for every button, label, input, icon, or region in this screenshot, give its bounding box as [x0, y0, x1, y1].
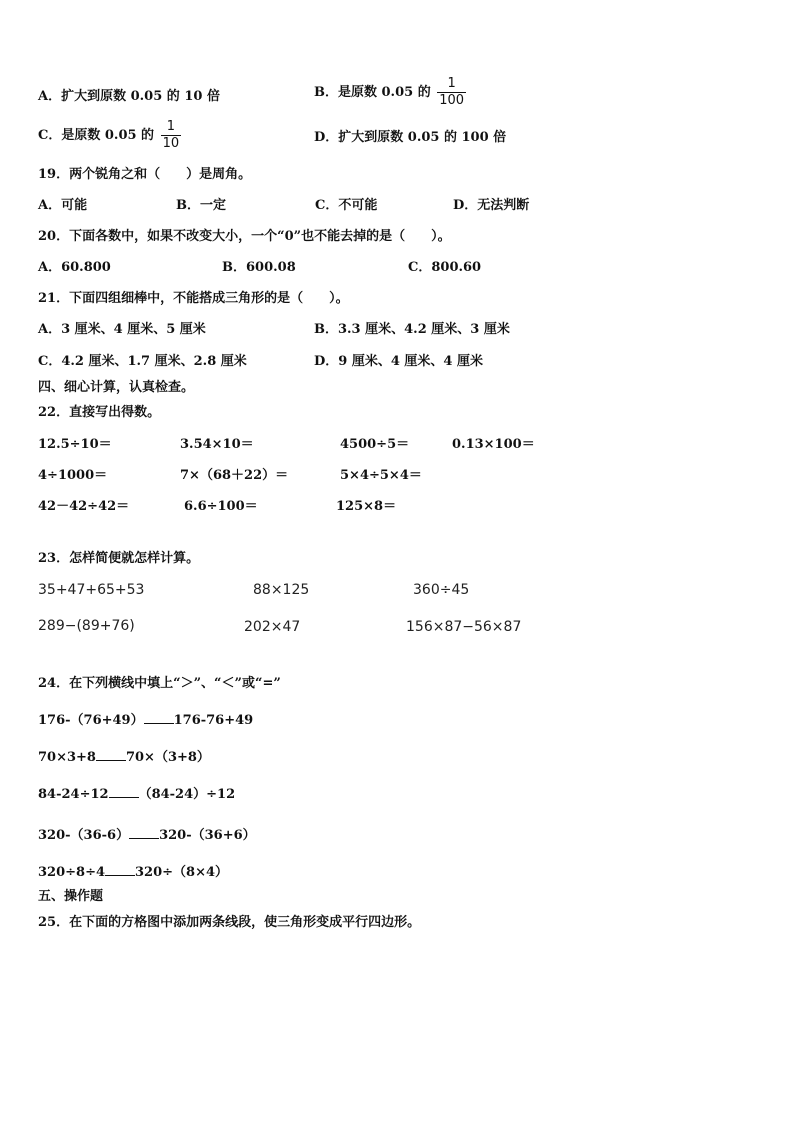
q20-stem: 20．下面各数中，如果不改变大小，一个“0”也不能去掉的是（ ）。	[38, 229, 451, 244]
q23-row2-expression: 289−(89+76)	[38, 618, 135, 634]
q18-option-c-text: C．是原数 0.05 的	[38, 128, 155, 143]
q19-option-c: C．不可能	[315, 198, 378, 213]
q24-item-left: 84-24÷12	[38, 787, 109, 802]
q19-option-d: D．无法判断	[453, 198, 530, 213]
q20-option-c: C．800.60	[408, 260, 482, 275]
q22-row2-item: 4÷1000＝	[38, 468, 108, 483]
fraction-numerator: 1	[437, 76, 466, 93]
q23-row2-expression: 156×87−56×87	[406, 619, 522, 635]
q21-option-b: B．3.3 厘米、4.2 厘米、3 厘米	[314, 322, 510, 337]
answer-blank[interactable]	[96, 748, 126, 761]
q23-row1-expression: 360÷45	[413, 582, 470, 598]
q18-option-b-fraction	[437, 76, 466, 109]
q22-row1-item: 0.13×100＝	[452, 437, 535, 452]
q18-option-b	[314, 76, 466, 109]
q24-stem: 24．在下列横线中填上“＞”、“＜”或“=”	[38, 676, 281, 691]
q22-row1-item: 3.54×10＝	[180, 437, 254, 452]
q20-option-b: B．600.08	[222, 260, 296, 275]
q19-stem: 19．两个锐角之和（ ）是周角。	[38, 167, 252, 182]
q23-stem: 23．怎样简便就怎样计算。	[38, 551, 200, 566]
section-5-heading: 五、操作题	[38, 889, 104, 904]
q21-option-c: C．4.2 厘米、1.7 厘米、2.8 厘米	[38, 354, 247, 369]
q18-option-c	[38, 119, 181, 152]
q22-row1-item: 12.5÷10＝	[38, 437, 112, 452]
q25-stem: 25．在下面的方格图中添加两条线段，使三角形变成平行四边形。	[38, 915, 421, 930]
q18-option-d: D．扩大到原数 0.05 的 100 倍	[314, 130, 507, 145]
q24-item-right: 70×（3+8）	[125, 750, 210, 765]
q21-option-d: D．9 厘米、4 厘米、4 厘米	[314, 354, 483, 369]
q24-item	[38, 748, 210, 766]
q23-row1-expression: 88×125	[253, 582, 310, 598]
answer-blank[interactable]	[129, 826, 159, 839]
q22-row2-item: 7×（68＋22）＝	[180, 468, 289, 483]
q24-item-right: 176-76+49	[173, 713, 254, 728]
q18-option-c-fraction	[161, 119, 182, 152]
q24-item	[38, 863, 228, 881]
fraction-numerator: 1	[161, 119, 182, 136]
q18-option-a: A．扩大到原数 0.05 的 10 倍	[38, 89, 220, 104]
q24-item-left: 176-（76+49）	[38, 713, 144, 728]
q22-row1-item: 4500÷5＝	[340, 437, 410, 452]
q24-item-right: 320-（36+6）	[159, 828, 256, 843]
q24-item-right: （84-24）÷12	[138, 787, 236, 802]
answer-blank[interactable]	[144, 711, 174, 724]
answer-blank[interactable]	[109, 785, 139, 798]
q24-item	[38, 711, 253, 729]
q24-item	[38, 785, 235, 803]
q24-item	[38, 826, 256, 844]
q24-item-left: 70×3+8	[38, 750, 96, 765]
q22-row2-item: 5×4÷5×4＝	[340, 468, 422, 483]
q20-option-a: A．60.800	[38, 260, 111, 275]
q23-row1-expression: 35+47+65+53	[38, 582, 145, 598]
answer-blank[interactable]	[105, 863, 135, 876]
q24-item-right: 320÷（8×4）	[135, 865, 229, 880]
section-4-heading: 四、细心计算，认真检查。	[38, 380, 195, 395]
q22-row3-item: 42－42÷42＝	[38, 499, 130, 514]
q23-row2-expression: 202×47	[244, 619, 301, 635]
fraction-denominator: 100	[439, 93, 465, 108]
q19-option-a: A．可能	[38, 198, 88, 213]
q19-option-b: B．一定	[176, 198, 226, 213]
q21-stem: 21．下面四组细棒中，不能搭成三角形的是（ ）。	[38, 291, 349, 306]
fraction-denominator: 10	[162, 136, 180, 151]
q22-row3-item: 125×8＝	[336, 499, 397, 514]
q22-stem: 22．直接写出得数。	[38, 405, 161, 420]
q24-item-left: 320÷8÷4	[38, 865, 106, 880]
q21-option-a: A．3 厘米、4 厘米、5 厘米	[38, 322, 206, 337]
q18-option-b-text: B．是原数 0.05 的	[314, 85, 431, 100]
q22-row3-item: 6.6÷100＝	[184, 499, 258, 514]
q24-item-left: 320-（36-6）	[38, 828, 130, 843]
